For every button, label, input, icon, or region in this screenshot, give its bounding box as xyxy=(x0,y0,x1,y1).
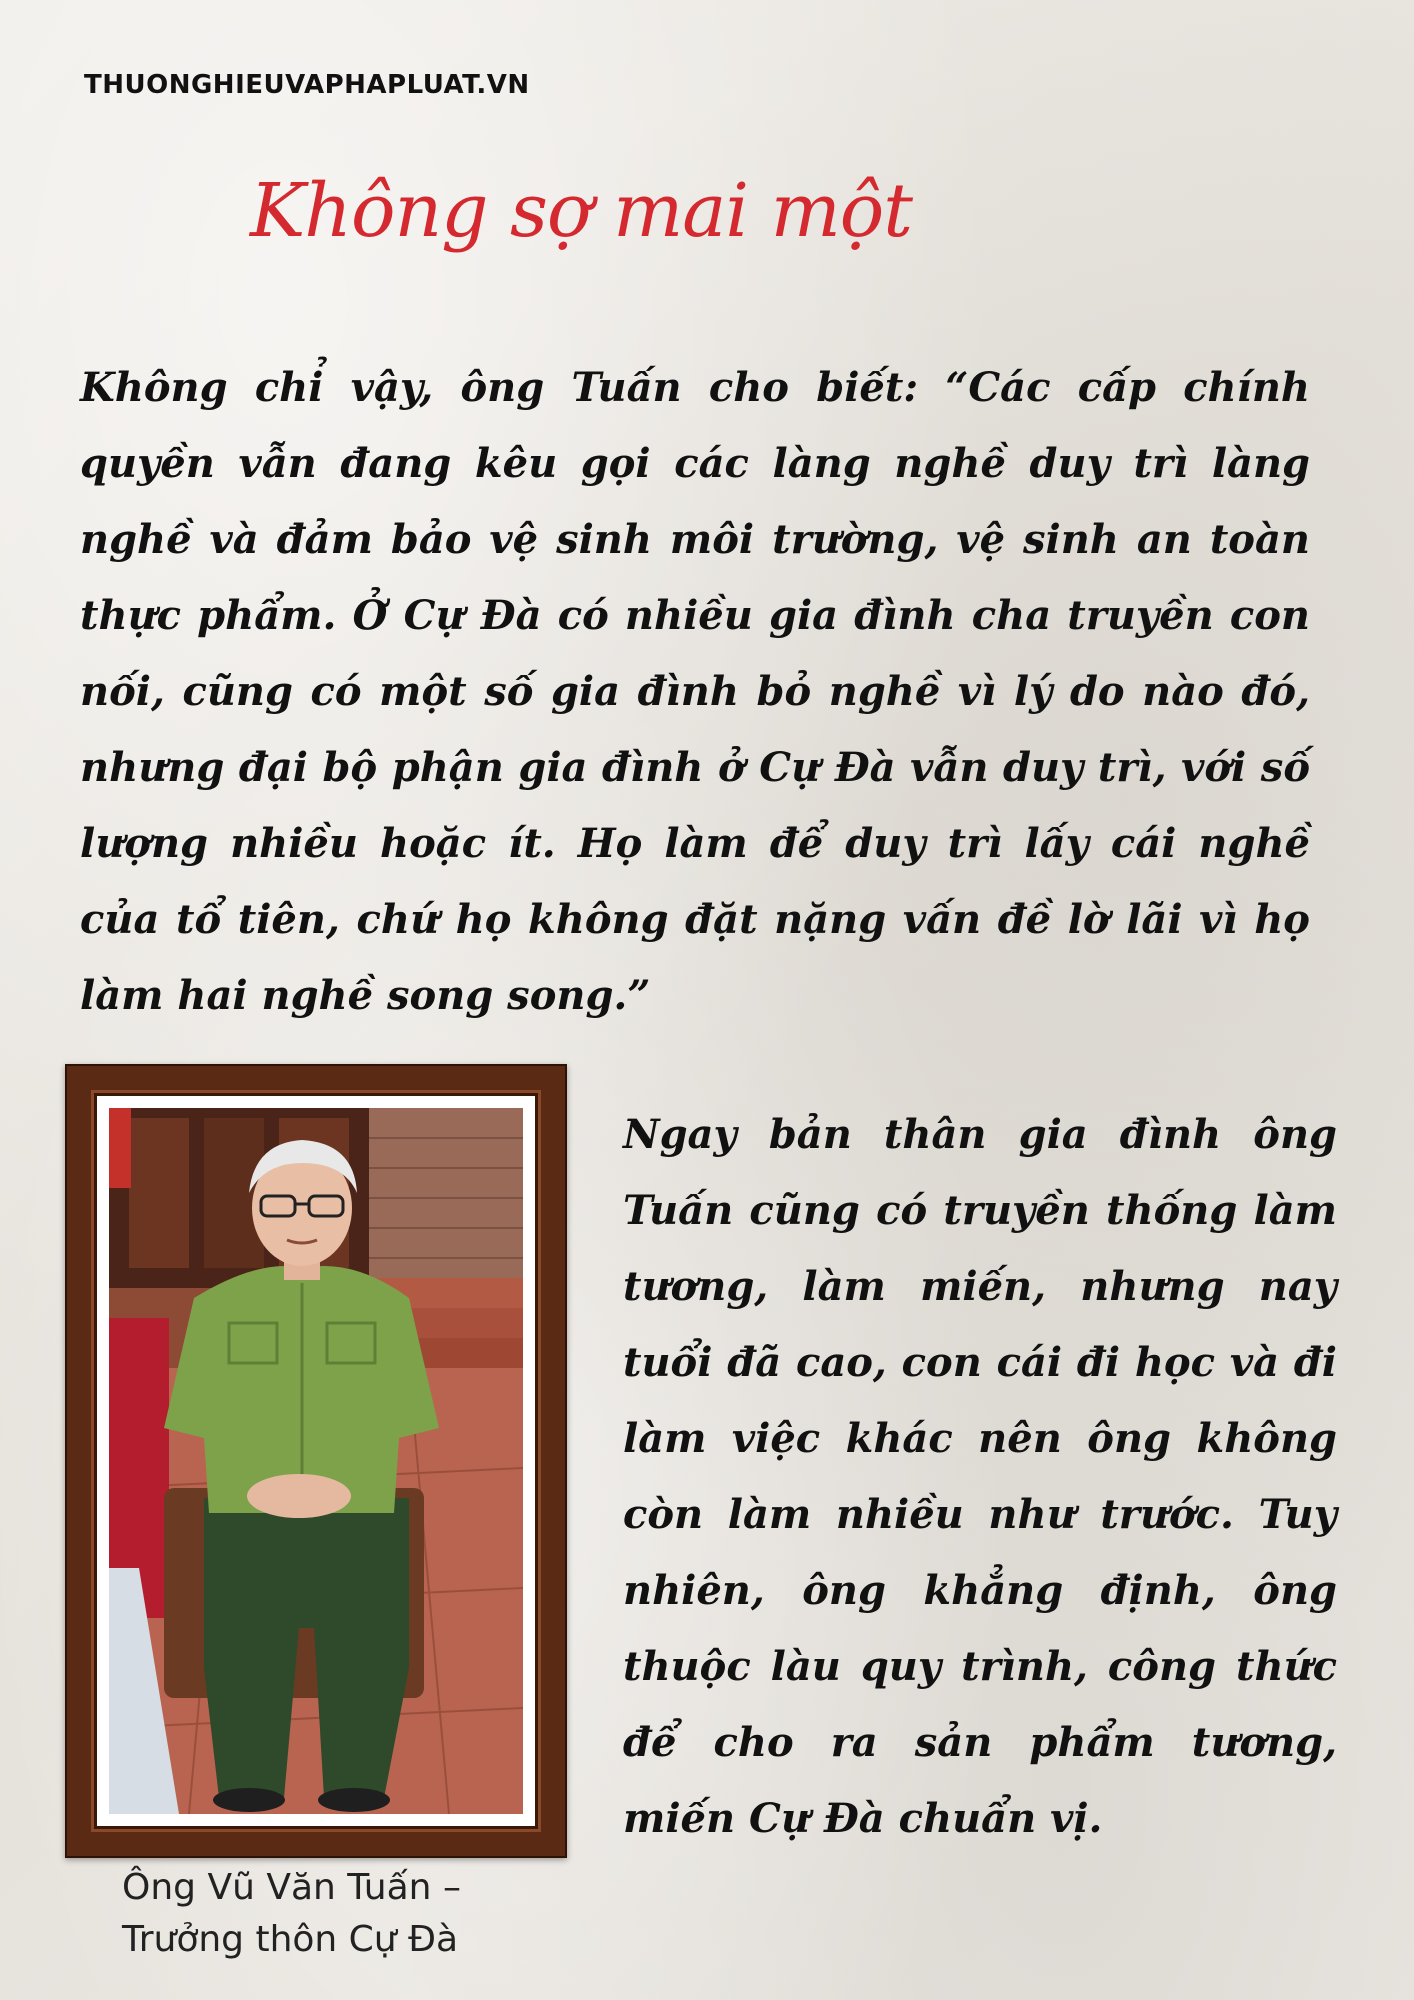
caption-line-2: Trưởng thôn Cự Đà xyxy=(122,1919,459,1960)
section-title: Không sợ mai một xyxy=(250,168,913,254)
site-name: THUONGHIEUVAPHAPLUAT.VN xyxy=(84,70,530,100)
portrait-photo xyxy=(109,1108,523,1814)
photo-caption xyxy=(122,1862,461,1966)
portrait-illustration xyxy=(109,1108,523,1814)
caption-line-1: Ông Vũ Văn Tuấn – xyxy=(122,1867,461,1908)
article-paragraph-2: Ngay bản thân gia đình ông Tuấn cũng có truyền thống làm tương, làm miến, nhưng nay tuổi đã cao, con cái đi học và đi làm việc khác nên ông không còn làm nhiều như trước. Tuy nhiên, ông khẳng định, ông thuộc làu quy trình, công thức để cho ra sản phẩm tương, miến Cự Đà chuẩn vị. xyxy=(623,1111,1337,1842)
article-paragraph-1: Không chỉ vậy, ông Tuấn cho biết: “Các cấp chính quyền vẫn đang kêu gọi các làng nghề duy trì làng nghề và đảm bảo vệ sinh môi trường, vệ sinh an toàn thực phẩm. Ở Cự Đà có nhiều gia đình cha truyền con nối, cũng có một số gia đình bỏ nghề vì lý do nào đó, nhưng đại bộ phận gia đình ở Cự Đà vẫn duy trì, với số lượng nhiều hoặc ít. Họ làm để duy trì lấy cái nghề của tổ tiên, chứ họ không đặt nặng vấn đề lờ lãi vì họ làm hai nghề song song.” xyxy=(80,364,1310,1019)
photo-frame xyxy=(65,1064,567,1858)
